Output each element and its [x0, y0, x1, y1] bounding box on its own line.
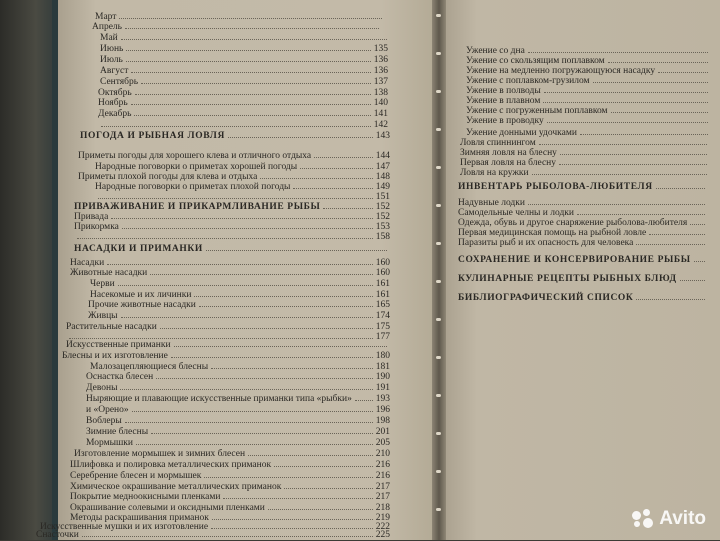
toc-entry-title: Блесны и их изготовление: [62, 351, 168, 361]
toc-entry: [36, 530, 390, 541]
toc-entry: [88, 311, 390, 322]
toc-page-number: 191: [375, 383, 390, 393]
toc-section-heading: БИБЛИОГРАФИЧЕСКИЙ СПИСОК: [458, 293, 634, 303]
toc-page-number: 205: [375, 438, 390, 448]
toc-entry-title: Первая медицинская помощь на рыбной ловле: [458, 228, 647, 238]
toc-entry-title: Надувные лодки: [458, 198, 525, 208]
toc-entry-title: Прикормка: [74, 222, 119, 232]
dot-leader: [125, 422, 373, 423]
toc-entry-title: Покрытие медноокисными пленками: [70, 492, 221, 502]
dot-leader: [543, 102, 708, 103]
toc-page-number: 151: [375, 192, 390, 202]
toc-page-number: 158: [375, 232, 390, 242]
toc-entry-title: Методы раскрашивания приманок: [70, 513, 209, 523]
toc-entry-title: Мормышки: [86, 438, 133, 448]
toc-entry: [86, 383, 390, 394]
dot-leader: [101, 126, 371, 127]
toc-page-number: 138: [373, 88, 388, 98]
dot-leader: [206, 250, 387, 251]
toc-entry: [86, 372, 390, 383]
dot-leader: [122, 228, 373, 229]
avito-brand-text: Avito: [659, 508, 706, 529]
toc-entry: [458, 293, 708, 304]
toc-page-number: 218: [375, 503, 390, 513]
binding-thread: [436, 128, 441, 131]
dot-leader: [680, 280, 705, 281]
dot-leader: [293, 188, 372, 189]
dot-leader: [690, 224, 705, 225]
toc-entry-title: Народные поговорки о приметах хорошей погоды: [95, 162, 298, 172]
toc-entry-title: и «Орено»: [86, 405, 129, 415]
toc-entry: [74, 232, 390, 243]
dot-leader: [132, 411, 373, 412]
toc-entry: [98, 120, 388, 131]
toc-section-heading: НАСАДКИ И ПРИМАНКИ: [74, 244, 203, 254]
toc-entry: [88, 300, 390, 311]
dot-leader: [323, 208, 372, 209]
binding-thread: [436, 204, 441, 207]
toc-entry-title: Малозацепляющиеся блесны: [90, 362, 209, 372]
avito-logo-icon: [632, 509, 654, 529]
dot-leader: [528, 52, 708, 53]
toc-entry: [74, 449, 390, 460]
toc-entry: [86, 438, 390, 449]
binding-thread: [436, 432, 441, 435]
toc-entry: [80, 131, 390, 142]
dot-leader: [135, 94, 371, 95]
dot-leader: [268, 509, 373, 510]
toc-entry: [458, 238, 708, 249]
dot-leader: [120, 389, 372, 390]
toc-entry: [70, 471, 390, 482]
dot-leader: [194, 296, 372, 297]
dot-leader: [118, 285, 373, 286]
toc-entry-title: Окрашивание солевыми и оксидными пленками: [70, 503, 265, 513]
toc-entry-title: Приметы плохой погоды для клева и отдыха: [78, 172, 258, 182]
dot-leader: [199, 306, 373, 307]
toc-section-heading: КУЛИНАРНЫЕ РЕЦЕПТЫ РЫБНЫХ БЛЮД: [458, 274, 677, 284]
dot-leader: [126, 50, 370, 51]
dot-leader: [204, 477, 372, 478]
toc-page-number: 149: [375, 182, 390, 192]
toc-section-heading: ПОГОДА И РЫБНАЯ ЛОВЛЯ: [80, 131, 225, 141]
dot-leader: [228, 137, 373, 138]
dot-leader: [77, 238, 373, 239]
toc-entry-title: Зимние блесны: [86, 427, 149, 437]
toc-page-number: 177: [375, 332, 390, 342]
toc-entry: [458, 274, 708, 285]
toc-section-heading: ИНВЕНТАРЬ РЫБОЛОВА-ЛЮБИТЕЛЯ: [458, 182, 653, 192]
toc-entry-title: Черви: [90, 279, 115, 289]
toc-section-heading: СОХРАНЕНИЕ И КОНСЕРВИРОВАНИЕ РЫБЫ: [458, 255, 691, 265]
toc-entry-title: Насадки: [70, 258, 105, 268]
toc-page-number: 217: [375, 482, 390, 492]
dot-leader: [544, 92, 708, 93]
toc-entry: [70, 492, 390, 503]
toc-entry-title: Ужение с поплавком-грузилом: [466, 76, 590, 86]
toc-page-number: 180: [375, 351, 390, 361]
toc-page-number: 143: [375, 131, 390, 141]
dot-leader: [150, 274, 373, 275]
toc-entry-title: Ужение со скользящим поплавком: [466, 56, 605, 66]
toc-entry: [62, 351, 390, 362]
dot-leader: [649, 234, 705, 235]
toc-page-number: 135: [373, 44, 388, 54]
dot-leader: [636, 299, 705, 300]
toc-entry-title: Апрель: [92, 22, 122, 32]
dot-leader: [539, 144, 707, 145]
toc-page-number: 193: [375, 394, 390, 404]
toc-section-heading: ПРИВАЖИВАНИЕ И ПРИКАРМЛИВАНИЕ РЫБЫ: [74, 202, 321, 212]
binding-thread: [436, 356, 441, 359]
toc-entry-title: Насекомые и их личинки: [90, 290, 192, 300]
toc-entry-title: Искусственные мушки и их изготовление: [40, 522, 209, 532]
dot-leader: [160, 328, 373, 329]
toc-entry: [458, 182, 708, 193]
toc-page-number: 217: [375, 492, 390, 502]
toc-entry-title: Серебрение блесен и мормышек: [70, 471, 202, 481]
toc-entry-title: Снасточки: [36, 530, 79, 540]
dot-leader: [528, 204, 705, 205]
binding-thread: [436, 242, 441, 245]
toc-entry: [100, 66, 388, 77]
dot-leader: [111, 218, 372, 219]
toc-page-number: 225: [375, 530, 390, 540]
toc-entry-title: Ужение в полводы: [466, 86, 541, 96]
toc-entry: [100, 33, 390, 44]
toc-entry: [98, 109, 388, 120]
dot-leader: [593, 82, 708, 83]
toc-entry-title: Изготовление мормышек и зимних блесен: [74, 449, 246, 459]
toc-page-number: 222: [375, 522, 390, 532]
dot-leader: [577, 214, 705, 215]
dot-leader: [119, 18, 382, 19]
dot-leader: [121, 317, 373, 318]
book-cover-edge: [0, 0, 60, 540]
toc-entry-title: Июль: [100, 55, 123, 65]
toc-entry-title: Живцы: [88, 311, 118, 321]
toc-entry-title: Ловля на кружки: [460, 168, 529, 178]
binding-thread: [436, 280, 441, 283]
toc-page-number: 161: [375, 290, 390, 300]
toc-entry-title: Прочие животные насадки: [88, 300, 196, 310]
toc-page-number: 219: [375, 513, 390, 523]
toc-entry-title: Привада: [74, 212, 109, 222]
dot-leader: [211, 528, 373, 529]
dot-leader: [141, 83, 371, 84]
toc-entry: [100, 55, 388, 66]
toc-page-number: 190: [375, 372, 390, 382]
dot-leader: [636, 244, 705, 245]
dot-leader: [174, 346, 387, 347]
toc-entry: [70, 460, 390, 471]
toc-entry-title: Паразиты рыб и их опасность для человека: [458, 238, 634, 248]
dot-leader: [134, 115, 370, 116]
dot-leader: [559, 164, 707, 165]
dot-leader: [547, 122, 708, 123]
dot-leader: [694, 261, 705, 262]
toc-page-number: 141: [373, 109, 388, 119]
dot-leader: [260, 178, 372, 179]
toc-entry-title: Ужение со дна: [466, 46, 525, 56]
binding-thread: [436, 394, 441, 397]
dot-leader: [156, 378, 373, 379]
toc-entry-title: Май: [100, 33, 118, 43]
binding-thread: [436, 14, 441, 17]
toc-page-number: 136: [373, 66, 388, 76]
toc-page-number: 165: [375, 300, 390, 310]
dot-leader: [121, 39, 387, 40]
toc-entry: [100, 77, 388, 88]
toc-entry-title: Одежда, обувь и другое снаряжение рыболова-любителя: [458, 218, 688, 228]
toc-entry: [86, 394, 390, 405]
toc-entry-title: Ужение в плавном: [466, 96, 541, 106]
dot-leader: [171, 357, 373, 358]
dot-leader: [656, 188, 705, 189]
toc-entry: [466, 116, 711, 127]
toc-entry: [74, 244, 390, 255]
toc-entry-title: Март: [95, 12, 117, 22]
dot-leader: [248, 455, 373, 456]
toc-entry: [460, 168, 710, 179]
toc-page-number: 174: [375, 311, 390, 321]
dot-leader: [82, 536, 373, 537]
toc-page-number: 136: [373, 55, 388, 65]
toc-page-number: 160: [375, 258, 390, 268]
dot-leader: [131, 72, 370, 73]
toc-page-number: 140: [373, 98, 388, 108]
toc-page-number: 181: [375, 362, 390, 372]
dot-leader: [126, 61, 371, 62]
toc-page-number: 216: [375, 471, 390, 481]
dot-leader: [284, 488, 372, 489]
toc-entry-title: Ноябрь: [98, 98, 128, 108]
toc-page-number: 144: [375, 151, 390, 161]
dot-leader: [211, 368, 373, 369]
toc-entry: [70, 268, 390, 279]
dot-leader: [608, 62, 708, 63]
dot-leader: [580, 134, 708, 135]
binding-thread: [436, 318, 441, 321]
dot-leader: [98, 198, 373, 199]
toc-entry: [92, 22, 382, 33]
toc-entry-title: Сентябрь: [100, 77, 139, 87]
toc-page-number: 210: [375, 449, 390, 459]
binding-thread: [436, 470, 441, 473]
toc-page-number: 137: [373, 77, 388, 87]
toc-entry-title: Ужение в проводку: [466, 116, 544, 126]
dot-leader: [107, 264, 373, 265]
dot-leader: [274, 466, 373, 467]
toc-page-number: 152: [375, 212, 390, 222]
toc-entry: [86, 416, 390, 427]
dot-leader: [136, 444, 373, 445]
toc-page-number: 152: [375, 202, 390, 212]
binding-thread: [436, 90, 441, 93]
toc-entry: [98, 98, 388, 109]
toc-page-number: 198: [375, 416, 390, 426]
toc-entry-title: Ныряющие и плавающие искусственные приманки типа «рыбки»: [86, 394, 352, 404]
toc-entry-title: Июнь: [100, 44, 124, 54]
toc-page-number: 148: [375, 172, 390, 182]
dot-leader: [314, 157, 373, 158]
toc-entry-title: Девоны: [86, 383, 118, 393]
toc-page-number: 161: [375, 279, 390, 289]
toc-entry-title: Первая ловля на блесну: [460, 158, 557, 168]
binding-thread: [436, 166, 441, 169]
dot-leader: [532, 174, 707, 175]
toc-entry-title: Самодельные челны и лодки: [458, 208, 575, 218]
toc-entry-title: Химическое окрашивание металлических приманок: [70, 482, 282, 492]
avito-watermark: [632, 508, 706, 530]
toc-page-number: 142: [373, 120, 388, 130]
dot-leader: [223, 498, 372, 499]
toc-page-number: 216: [375, 460, 390, 470]
dot-leader: [125, 28, 379, 29]
book-gutter: [432, 0, 446, 540]
dot-leader: [300, 168, 373, 169]
toc-page-number: 153: [375, 222, 390, 232]
toc-entry-title: Воблеры: [86, 416, 122, 426]
binding-thread: [436, 52, 441, 55]
dot-leader: [560, 154, 707, 155]
toc-page-number: 201: [375, 427, 390, 437]
toc-entry-title: Народные поговорки о приметах плохой погоды: [95, 182, 291, 192]
binding-thread: [436, 508, 441, 511]
dot-leader: [131, 104, 371, 105]
dot-leader: [69, 338, 373, 339]
toc-entry: [90, 279, 390, 290]
toc-entry-title: Оснастка блесен: [86, 372, 154, 382]
toc-entry-title: Животные насадки: [70, 268, 148, 278]
toc-entry-title: Шлифовка и полировка металлических приманок: [70, 460, 272, 470]
toc-page-number: 160: [375, 268, 390, 278]
toc-entry-title: Искусственные приманки: [66, 340, 171, 350]
toc-entry-title: Ужение донными удочками: [466, 128, 577, 138]
toc-entry: [78, 151, 390, 162]
toc-page-number: 147: [375, 162, 390, 172]
toc-entry-title: Ужение на медленно погружающуюся насадку: [466, 66, 656, 76]
toc-page-number: 196: [375, 405, 390, 415]
toc-entry-title: Растительные насадки: [66, 322, 157, 332]
toc-entry-title: Зимняя ловля на блесну: [460, 148, 557, 158]
toc-entry: [86, 405, 390, 416]
toc-entry-title: Октябрь: [98, 88, 132, 98]
dot-leader: [355, 400, 373, 401]
dot-leader: [658, 72, 708, 73]
toc-entry: [86, 427, 390, 438]
toc-entry-title: Приметы погоды для хорошего клева и отличного отдыха: [78, 151, 312, 161]
toc-entry-title: Декабрь: [98, 109, 132, 119]
dot-leader: [212, 519, 373, 520]
toc-entry-title: Август: [100, 66, 129, 76]
toc-entry: [458, 255, 708, 266]
toc-entry: [100, 44, 388, 55]
toc-page-number: 175: [375, 322, 390, 332]
dot-leader: [611, 112, 708, 113]
toc-entry: [66, 340, 390, 351]
dot-leader: [151, 433, 373, 434]
toc-entry-title: Ловля спиннингом: [460, 138, 536, 148]
toc-entry-title: Ужение с погруженным поплавком: [466, 106, 608, 116]
